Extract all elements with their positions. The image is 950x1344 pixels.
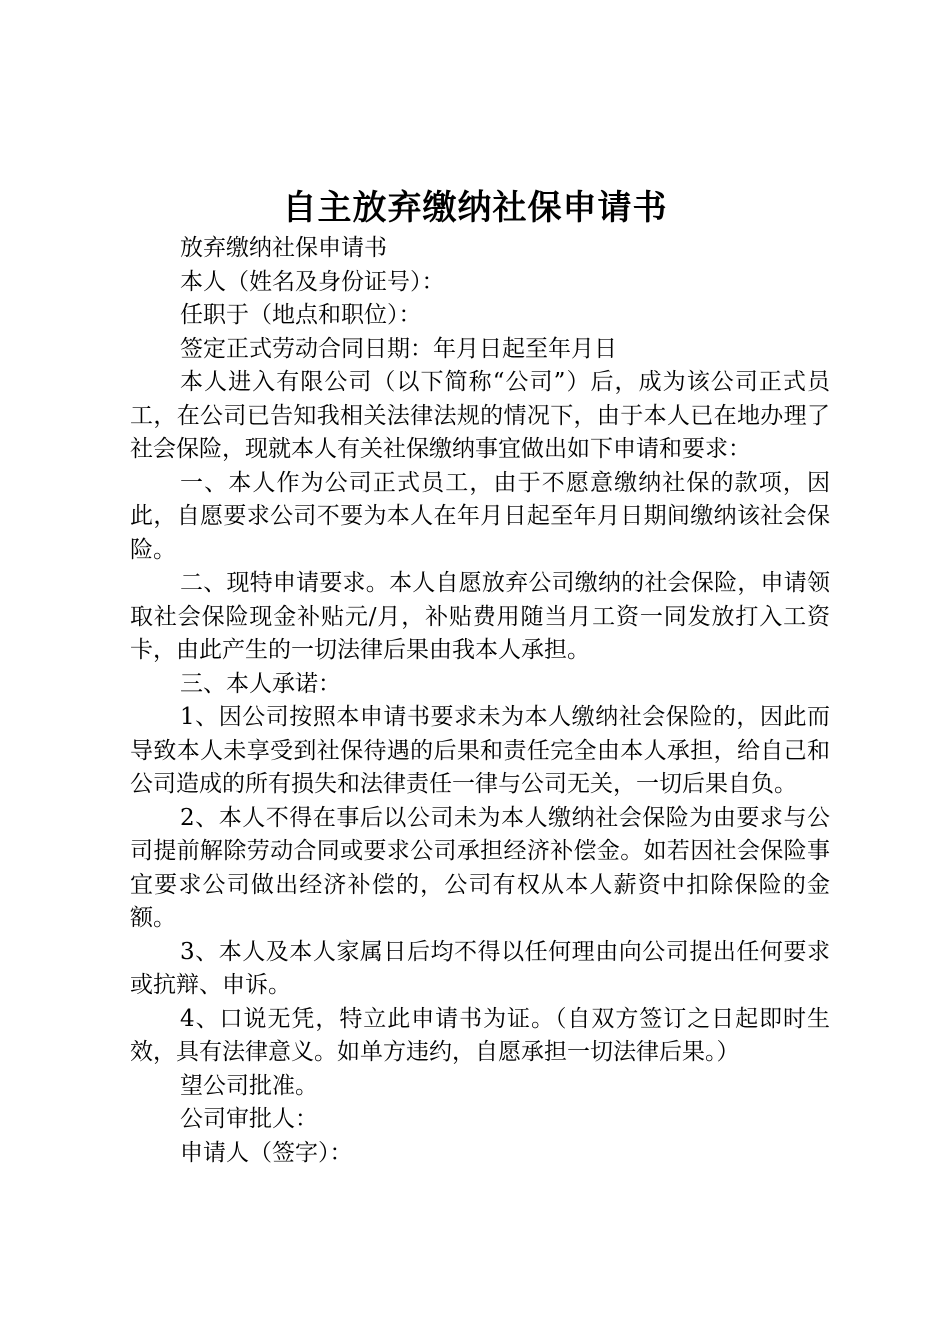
paragraph-heading: 放弃缴纳社保申请书: [180, 235, 387, 261]
paragraph-approver: 公司审批人：: [180, 1106, 318, 1132]
paragraph-position: 任职于（地点和职位）：: [180, 302, 422, 328]
paragraph-item-2: 二、现特申请要求。本人自愿放弃公司缴纳的社会保险，申请领取社会保险现金补贴元/月，补贴费用随当月工资一同发放打入工资卡，由此产生的一切法律后果由我本人承担。: [130, 570, 830, 663]
document-title: 自主放弃缴纳社保申请书: [282, 188, 668, 228]
paragraph-name-id: 本人（姓名及身份证号）：: [180, 268, 445, 295]
paragraph-intro: 本人进入有限公司（以下简称“公司”）后，成为该公司正式员工，在公司已告知我相关法律法规的情况下，由于本人已在地办理了社会保险，现就本人有关社保缴纳事宜做出如下申请和要求：: [130, 369, 830, 462]
paragraph-contract-date: 签定正式劳动合同日期：年月日起至年月日: [180, 335, 617, 362]
paragraph-promise-4: 4、口说无凭，特立此申请书为证。（自双方签订之日起即时生效，具有法律意义。如单方违约，自愿承担一切法律后果。）: [130, 1005, 830, 1065]
paragraph-item-1: 一、本人作为公司正式员工，由于不愿意缴纳社保的款项，因此，自愿要求公司不要为本人在年月日起至年月日期间缴纳该社会保险。: [130, 469, 830, 563]
paragraph-promise-3: 3、本人及本人家属日后均不得以任何理由向公司提出任何要求或抗辩、申诉。: [130, 938, 830, 998]
document-body: [130, 232, 830, 1170]
paragraph-applicant-signature: 申请人（签字）：: [180, 1139, 353, 1166]
paragraph-request-approval: 望公司批准。: [180, 1072, 318, 1099]
paragraph-promise-2: 2、本人不得在事后以公司未为本人缴纳社会保险为由要求与公司提前解除劳动合同或要求公司承担经济补偿金。如若因社会保险事宜要求公司做出经济补偿的，公司有权从本人薪资中扣除保险的金额。: [130, 804, 830, 931]
paragraph-promise-1: 1、因公司按照本申请书要求未为本人缴纳社会保险的，因此而导致本人未享受到社保待遇的后果和责任完全由本人承担，给自己和公司造成的所有损失和法律责任一律与公司无关，一切后果自负。: [130, 704, 830, 797]
paragraph-item-3: 三、本人承诺：: [180, 670, 341, 697]
